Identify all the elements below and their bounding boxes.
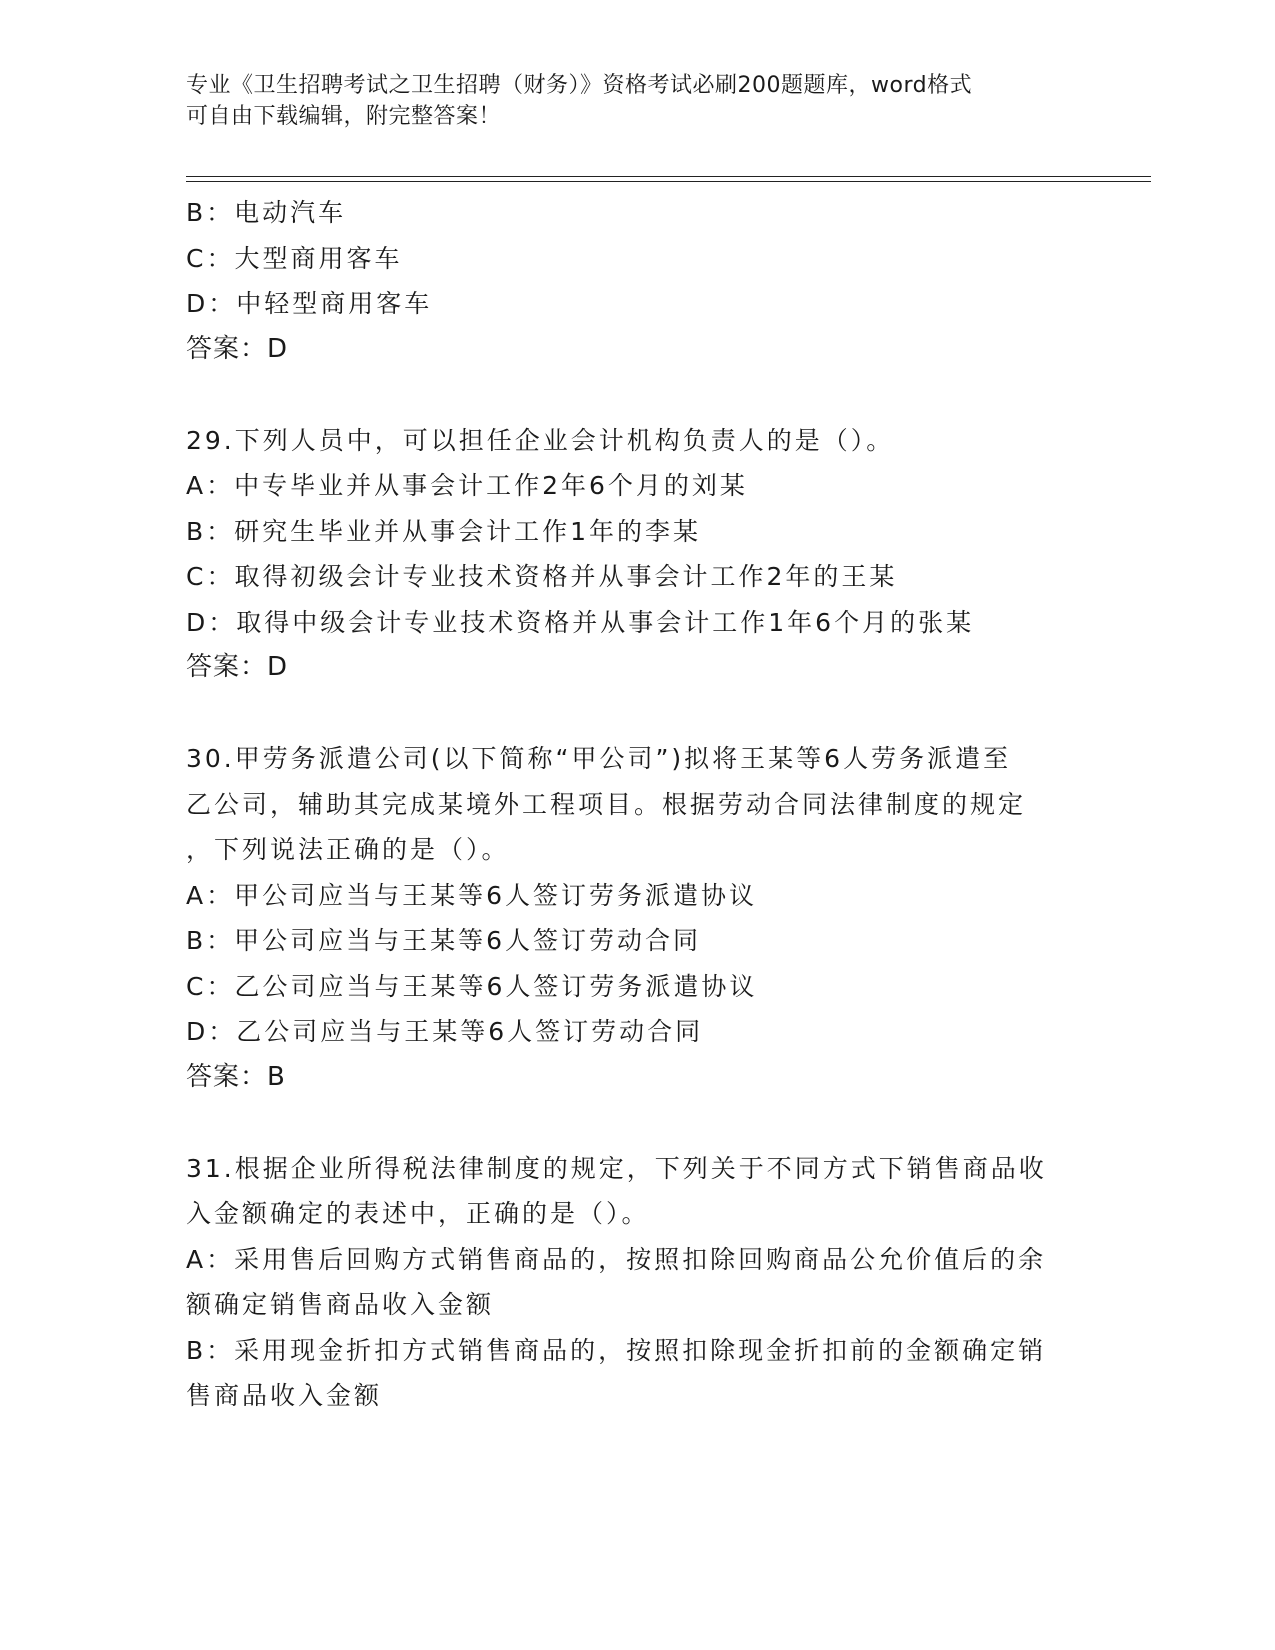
- spacer: [186, 1100, 1076, 1146]
- question-stem-line-3: ，下列说法正确的是（）。: [186, 835, 510, 864]
- option-c: C：取得初级会计专业技术资格并从事会计工作2年的王某: [186, 562, 898, 591]
- spacer: [186, 691, 1076, 737]
- document-body: [186, 190, 1076, 1419]
- question-stem-line-2: 入金额确定的表述中，正确的是（）。: [186, 1199, 650, 1228]
- option-c: C：乙公司应当与王某等6人签订劳务派遣协议: [186, 971, 758, 1001]
- question-stem: 29.下列人员中，可以担任企业会计机构负责人的是（）。: [186, 425, 895, 455]
- question-stem-line-2: 乙公司，辅助其完成某境外工程项目。根据劳动合同法律制度的规定: [186, 789, 1027, 819]
- question-29: [186, 418, 1076, 691]
- option-d: D：乙公司应当与王某等6人签订劳动合同: [186, 1017, 704, 1046]
- question-stem-line-1: 30.甲劳务派遣公司(以下简称“甲公司”)拟将王某等6人劳务派遣至: [186, 744, 1012, 773]
- option-a-line-1: A：采用售后回购方式销售商品的，按照扣除回购商品公允价值后的余: [186, 1244, 1047, 1274]
- header-line-2: 可自由下载编辑，附完整答案！: [186, 104, 502, 129]
- option-c: C：大型商用客车: [186, 243, 403, 273]
- question-31: [186, 1146, 1076, 1419]
- answer: 答案：D: [186, 333, 289, 364]
- option-d: D：中轻型商用客车: [186, 289, 433, 318]
- option-b: B：电动汽车: [186, 198, 347, 227]
- option-b: B：研究生毕业并从事会计工作1年的李某: [186, 516, 702, 546]
- option-b: B：甲公司应当与王某等6人签订劳动合同: [186, 926, 702, 955]
- question-28-tail: [186, 190, 1076, 372]
- option-a-line-2: 额确定销售商品收入金额: [186, 1290, 495, 1319]
- question-stem-line-1: 31.根据企业所得税法律制度的规定，下列关于不同方式下销售商品收: [186, 1153, 1047, 1183]
- answer: 答案：B: [186, 1061, 286, 1092]
- header-rule-bottom: [186, 181, 1151, 182]
- question-30: [186, 736, 1076, 1100]
- option-d: D：取得中级会计专业技术资格并从事会计工作1年6个月的张某: [186, 607, 975, 637]
- spacer: [186, 372, 1076, 418]
- option-a: A：中专毕业并从事会计工作2年6个月的刘某: [186, 471, 748, 500]
- header-rule-top: [186, 176, 1151, 177]
- document-header: [186, 70, 1066, 132]
- header-line-1: 专业《卫生招聘考试之卫生招聘（财务）》资格考试必刷200题题库，word格式: [186, 73, 973, 98]
- option-b-line-2: 售商品收入金额: [186, 1381, 383, 1410]
- option-a: A：甲公司应当与王某等6人签订劳务派遣协议: [186, 880, 758, 910]
- option-b-line-1: B：采用现金折扣方式销售商品的，按照扣除现金折扣前的金额确定销: [186, 1335, 1047, 1365]
- answer: 答案：D: [186, 652, 289, 682]
